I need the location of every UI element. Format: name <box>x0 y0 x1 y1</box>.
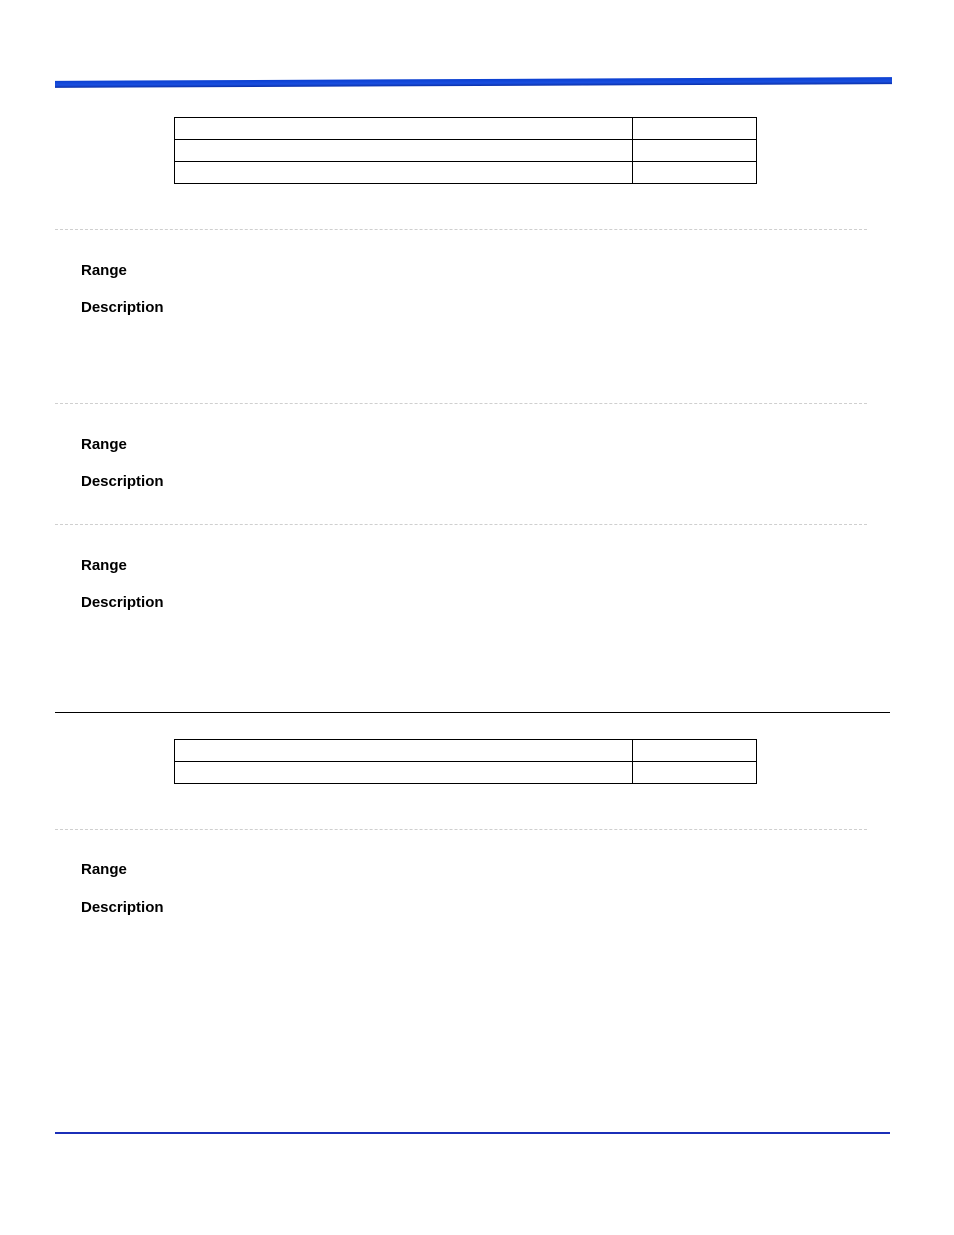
table-cell <box>175 118 633 140</box>
range-label: Range <box>81 262 127 279</box>
table-cell <box>633 118 757 140</box>
dashed-separator <box>55 524 867 525</box>
range-label: Range <box>81 861 127 878</box>
table-row <box>175 140 757 162</box>
header-bar <box>55 77 892 88</box>
table-cell <box>175 162 633 184</box>
table-cell <box>633 140 757 162</box>
table-cell <box>175 740 633 762</box>
description-label: Description <box>81 473 164 490</box>
table-cell <box>175 762 633 784</box>
description-label: Description <box>81 299 164 316</box>
dashed-separator <box>55 829 867 830</box>
range-label: Range <box>81 557 127 574</box>
table-cell <box>633 740 757 762</box>
section-separator <box>55 712 890 713</box>
table-row <box>175 762 757 784</box>
description-label: Description <box>81 899 164 916</box>
dashed-separator <box>55 229 867 230</box>
dashed-separator <box>55 403 867 404</box>
property-table-2 <box>174 739 757 784</box>
footer-rule <box>55 1132 890 1134</box>
table-row <box>175 740 757 762</box>
range-label: Range <box>81 436 127 453</box>
property-table-1 <box>174 117 757 184</box>
table-row <box>175 162 757 184</box>
table-cell <box>633 162 757 184</box>
description-label: Description <box>81 594 164 611</box>
table-cell <box>633 762 757 784</box>
table-row <box>175 118 757 140</box>
table-cell <box>175 140 633 162</box>
